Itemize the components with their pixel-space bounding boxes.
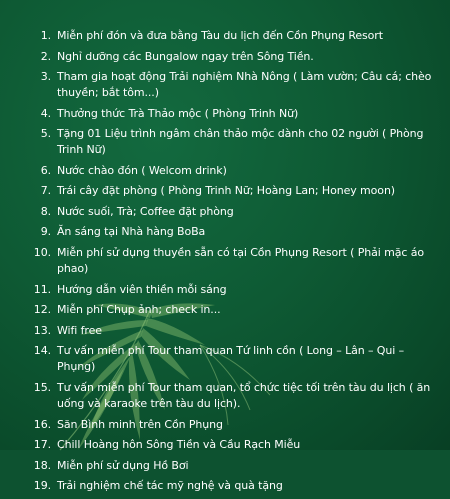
item-text: Tặng 01 Liệu trình ngâm chân thảo mộc dành cho 02 người ( Phòng Trinh Nữ): [57, 127, 424, 157]
item-text: Thưởng thức Trà Thảo mộc ( Phòng Trinh Nữ): [57, 106, 299, 120]
item-text: Miễn phí đón và đưa bằng Tàu du lịch đến Cồn Phụng Resort: [57, 29, 383, 42]
item-number: 11.: [33, 282, 51, 296]
item-text: Nước suối, Trà; Coffee đặt phòng: [57, 204, 234, 218]
item-number: 5.: [40, 127, 51, 141]
item-number: 7.: [40, 184, 51, 198]
list-item: [32, 302, 432, 318]
item-number: 12.: [33, 303, 51, 317]
item-text: Tư vấn miễn phí Tour tham quan, tổ chức tiệc tối trên tàu du lịch ( ăn uống và karaoke trên tàu du lịch).: [57, 380, 431, 411]
item-text: Ăn sáng tại Nhà hàng BoBa: [57, 225, 206, 239]
item-text: Miễn phí sử dụng thuyền sẵn có tại Cồn Phụng Resort ( Phải mặc áo phao): [57, 245, 424, 276]
list-item: [32, 417, 432, 433]
list-item: [32, 183, 432, 199]
item-number: 18.: [33, 458, 51, 472]
item-number: 8.: [40, 204, 51, 218]
item-text: Tư vấn miễn phí Tour tham quan Tứ linh cồn ( Long – Lân – Qui – Phụng): [57, 344, 404, 374]
item-number: 9.: [40, 225, 51, 239]
item-text: Tham gia hoạt động Trải nghiệm Nhà Nông ( Làm vườn; Câu cá; chèo thuyền; bắt tôm...): [57, 70, 432, 100]
item-text: Săn Bình minh trên Cồn Phụng: [57, 417, 223, 431]
item-text: Chill Hoàng hôn Sông Tiền và Cầu Rạch Miễu: [57, 438, 301, 452]
item-number: 14.: [33, 344, 51, 358]
item-text: Hướng dẫn viên thiền mỗi sáng: [57, 282, 227, 296]
item-text: Miễn phí Chụp ảnh; check in...: [57, 303, 221, 317]
list-item: [32, 245, 432, 277]
list-item: [32, 49, 432, 65]
item-text: Wifi free: [57, 323, 102, 337]
item-number: 15.: [33, 380, 51, 394]
list-item: [32, 458, 432, 474]
list-item: [32, 28, 432, 44]
list-item: [32, 282, 432, 298]
item-number: 3.: [40, 70, 51, 83]
list-item: [32, 106, 432, 122]
item-number: 19.: [33, 479, 51, 493]
item-text: Trải nghiệm chế tác mỹ nghệ và quà tặng: [57, 479, 283, 493]
item-text: Nước chào đón ( Welcom drink): [57, 163, 227, 177]
item-number: 16.: [33, 417, 51, 431]
item-text: Miễn phí sử dụng Hồ Bơi: [57, 458, 189, 472]
list-item: [32, 437, 432, 453]
list-item: [32, 163, 432, 179]
list-item: [32, 478, 432, 494]
list-item: [32, 69, 432, 101]
list-item: [32, 224, 432, 240]
item-number: 13.: [33, 323, 51, 337]
item-number: 2.: [40, 49, 51, 63]
item-number: 6.: [40, 163, 51, 177]
amenities-list: [32, 28, 432, 499]
list-item: [32, 380, 432, 412]
item-number: 4.: [40, 106, 51, 120]
item-number: 10.: [33, 245, 51, 259]
item-text: Nghỉ dưỡng các Bungalow ngay trên Sông Tiền.: [57, 49, 314, 63]
list-item: [32, 343, 432, 375]
item-number: 1.: [40, 29, 51, 42]
list-item: [32, 204, 432, 220]
list-item: [32, 323, 432, 339]
item-number: 17.: [33, 438, 51, 452]
item-text: Trái cây đặt phòng ( Phòng Trinh Nữ; Hoàng Lan; Honey moon): [57, 184, 396, 198]
list-item: [32, 126, 432, 158]
